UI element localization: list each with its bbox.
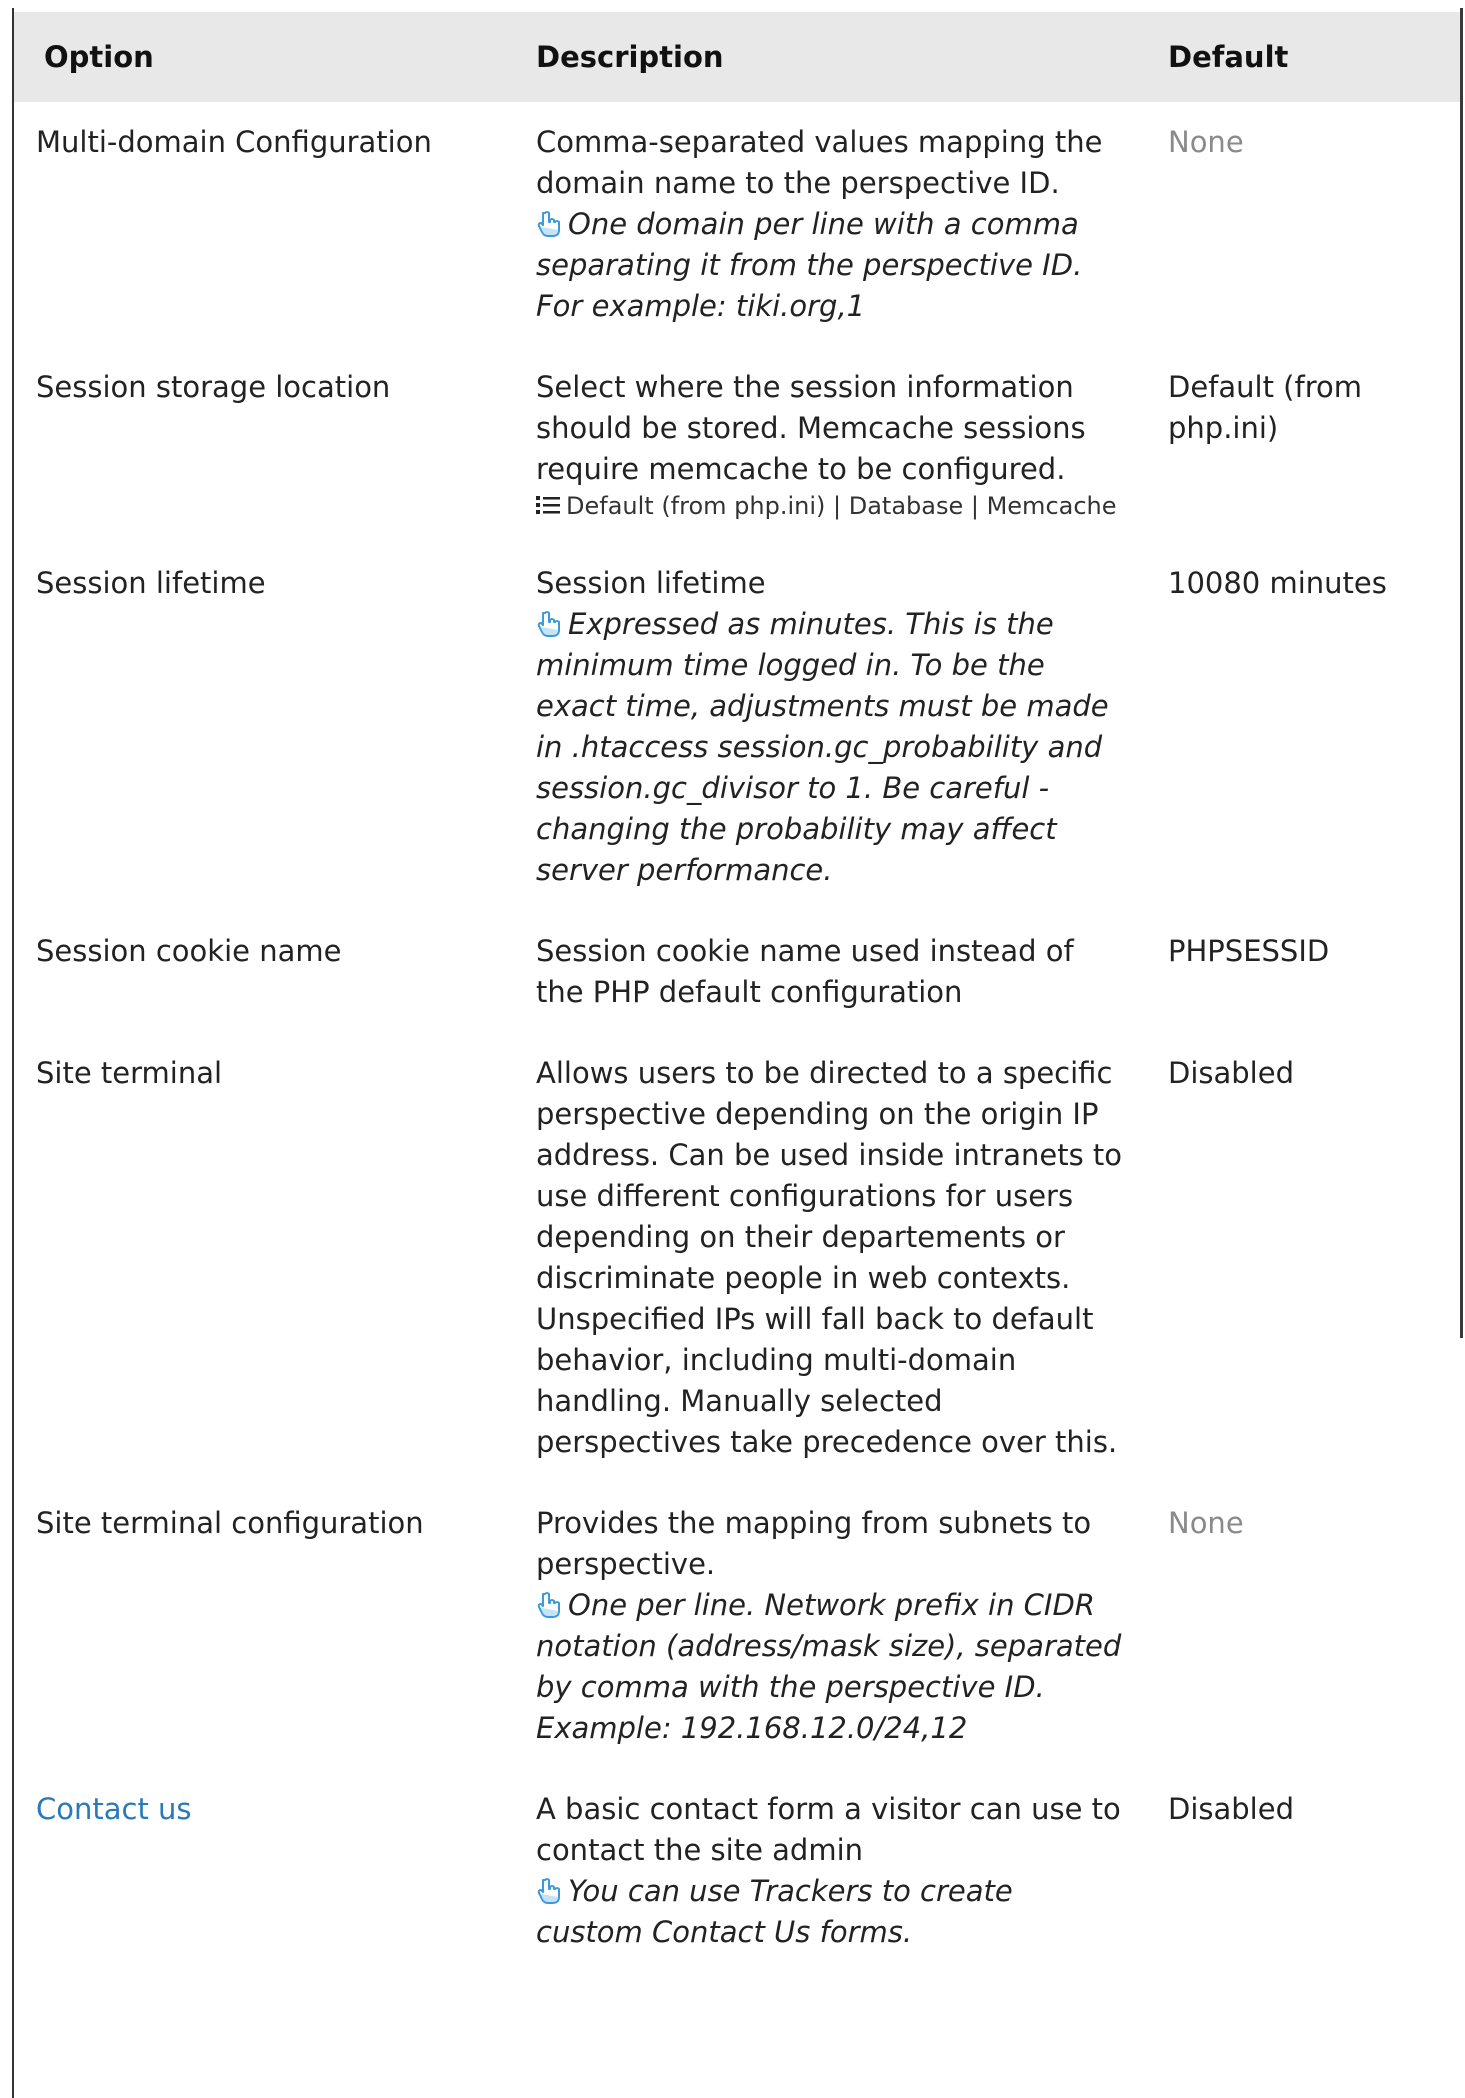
option-values-text: Default (from php.ini) | Database | Memcache [566,492,1117,520]
option-default: 10080 minutes [1168,566,1387,600]
option-tip-text: One domain per line with a comma separating it from the perspective ID. For example: tiki.org,1 [536,207,1083,323]
option-name: Site terminal configuration [36,1506,424,1540]
table-header [14,12,1460,102]
header-description: Description [514,12,1146,102]
option-description-cell [514,1483,1146,1769]
option-tip-text: One per line. Network prefix in CIDR notation (address/mask size), separated by comma with the perspective ID. Example: 192.168.12.0/24,12 [536,1588,1122,1745]
contact-us-link[interactable]: Contact us [36,1792,192,1826]
option-description-cell [514,543,1146,911]
option-description-cell [514,347,1146,543]
table-row [14,1483,1460,1769]
option-default: PHPSESSID [1168,934,1330,968]
option-name: Session cookie name [36,934,342,968]
option-description: Session cookie name used instead of the PHP default configuration [536,934,1074,1009]
option-tip [536,1871,1124,1953]
option-values [536,490,1124,523]
option-name: Multi-domain Configuration [36,125,432,159]
list-icon [536,495,560,515]
header-option: Option [14,12,514,102]
option-default: Default (from php.ini) [1168,370,1362,445]
table-row [14,102,1460,347]
option-description-cell [514,1033,1146,1483]
option-tip-text: You can use Trackers to create custom Contact Us forms. [536,1874,1013,1949]
option-tip-text: Expressed as minutes. This is the minimum time logged in. To be the exact time, adjustments must be made in .htaccess session.gc_probability and session.gc_divisor to 1. Be careful - changing the probability may affect server performance. [536,607,1109,887]
option-description-cell [514,102,1146,347]
option-description: A basic contact form a visitor can use to contact the site admin [536,1792,1121,1867]
option-tip [536,1585,1124,1749]
option-description-cell [514,1769,1146,1973]
option-default: Disabled [1168,1056,1294,1090]
pointing-hand-icon [536,1591,562,1619]
table-row [14,1769,1460,1973]
option-name: Session storage location [36,370,391,404]
option-tip [536,604,1124,891]
pointing-hand-icon [536,610,562,638]
option-description: Session lifetime [536,566,766,600]
header-default: Default [1146,12,1460,102]
preferences-table [14,12,1460,1973]
table-row [14,1033,1460,1483]
pointing-hand-icon [536,1877,562,1905]
option-description: Provides the mapping from subnets to perspective. [536,1506,1092,1581]
option-default: None [1168,125,1244,159]
option-name: Site terminal [36,1056,223,1090]
option-name: Session lifetime [36,566,266,600]
option-default: None [1168,1506,1244,1540]
table-row [14,347,1460,543]
option-tip [536,204,1124,327]
option-description-cell [514,911,1146,1033]
option-name-cell [14,1769,514,1973]
pointing-hand-icon [536,210,562,238]
table-row [14,911,1460,1033]
option-description: Comma-separated values mapping the domain name to the perspective ID. [536,125,1103,200]
table-row [14,543,1460,911]
option-default: Disabled [1168,1792,1294,1826]
right-border [1460,8,1463,1338]
option-description: Allows users to be directed to a specific perspective depending on the origin IP address. Can be used inside intranets to use different configurations for users depending on their departements or discriminate people in web contexts. Unspecified IPs will fall back to default behavior, including multi-domain handling. Manually selected perspectives take precedence over this. [536,1056,1123,1459]
option-description: Select where the session information should be stored. Memcache sessions require memcache to be configured. [536,370,1086,486]
